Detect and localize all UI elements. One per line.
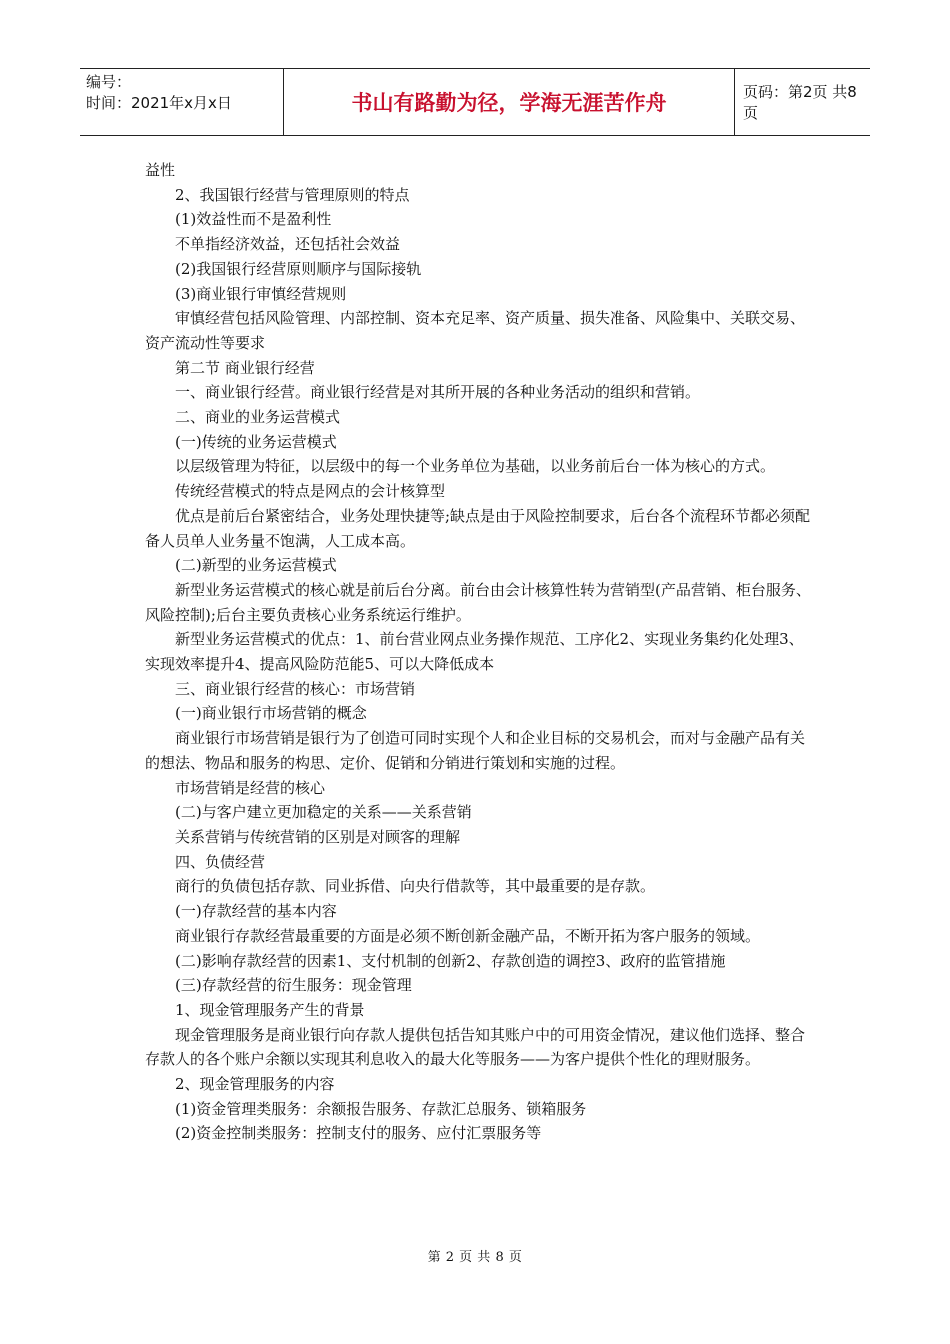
body-paragraph: 商行的负债包括存款、同业拆借、向央行借款等，其中最重要的是存款。 xyxy=(175,877,656,896)
body-paragraph: 以层级管理为特征，以层级中的每一个业务单位为基础，以业务前后台一体为核心的方式。 xyxy=(175,457,776,476)
document-date-label: 时间：2021年x月x日 xyxy=(86,94,232,112)
body-paragraph: (1)资金管理类服务：余额报告服务、存款汇总服务、锁箱服务 xyxy=(175,1099,587,1118)
document-body xyxy=(145,158,813,1146)
body-paragraph: 2、现金管理服务的内容 xyxy=(175,1075,335,1094)
body-paragraph: (一)商业银行市场营销的概念 xyxy=(175,704,367,723)
body-paragraph: (三)存款经营的衍生服务：现金管理 xyxy=(175,976,412,995)
body-paragraph: 不单指经济效益，还包括社会效益 xyxy=(175,235,401,254)
body-paragraph: (二)与客户建立更加稳定的关系——关系营销 xyxy=(175,803,472,822)
header-meta xyxy=(80,69,283,135)
body-paragraph: (3)商业银行审慎经营规则 xyxy=(175,284,347,303)
body-paragraph: (二)新型的业务运营模式 xyxy=(175,556,337,575)
body-paragraph: 商业银行存款经营最重要的方面是必须不断创新金融产品，不断开拓为客户服务的领域。 xyxy=(175,926,761,945)
page-footer: 第 2 页 共 8 页 xyxy=(427,1250,523,1265)
body-paragraph: (1)效益性而不是盈利性 xyxy=(175,210,332,229)
body-paragraph: 二、商业的业务运营模式 xyxy=(175,408,341,427)
body-paragraph: 四、负债经营 xyxy=(175,852,266,871)
page-header xyxy=(80,68,870,136)
body-paragraph: (一)存款经营的基本内容 xyxy=(175,902,337,921)
body-paragraph: 一、商业银行经营。商业银行经营是对其所开展的各种业务活动的组织和营销。 xyxy=(175,383,701,402)
body-paragraph: 传统经营模式的特点是网点的会计核算型 xyxy=(175,482,446,501)
body-paragraph: (2)资金控制类服务：控制支付的服务、应付汇票服务等 xyxy=(175,1124,542,1143)
header-motto: 书山有路勤为径，学海无涯苦作舟 xyxy=(283,69,735,135)
body-paragraph: 现金管理服务是商业银行向存款人提供包括告知其账户中的可用资金情况，建议他们选择、整合存款人的各个账户余额以实现其利息收入的最大化等服务——为客户提供个性化的理财服务。 xyxy=(145,1025,806,1069)
body-paragraph: 优点是前后台紧密结合，业务处理快捷等;缺点是由于风险控制要求，后台各个流程环节都必须配备人员单人业务量不饱满，人工成本高。 xyxy=(145,506,811,550)
body-paragraph: (一)传统的业务运营模式 xyxy=(175,432,337,451)
body-paragraph: (二)影响存款经营的因素1、支付机制的创新2、存款创造的调控3、政府的监管措施 xyxy=(175,951,726,970)
body-paragraph: 新型业务运营模式的核心就是前后台分离。前台由会计核算性转为营销型(产品营销、柜台服务、风险控制);后台主要负责核心业务系统运行维护。 xyxy=(145,580,811,624)
body-paragraph: 第二节 商业银行经营 xyxy=(175,358,315,377)
body-paragraph: (2)我国银行经营原则顺序与国际接轨 xyxy=(175,259,422,278)
document-number-label: 编号： xyxy=(86,73,132,91)
body-paragraph: 三、商业银行经营的核心：市场营销 xyxy=(175,679,416,698)
body-paragraph: 1、现金管理服务产生的背景 xyxy=(175,1000,365,1019)
body-paragraph: 商业银行市场营销是银行为了创造可同时实现个人和企业目标的交易机会，而对与金融产品有关的想法、物品和服务的构思、定价、促销和分销进行策划和实施的过程。 xyxy=(145,729,806,772)
body-paragraph: 新型业务运营模式的优点：1、前台营业网点业务操作规范、工序化2、实现业务集约化处理3、实现效率提升4、提高风险防范能5、可以大降低成本 xyxy=(145,630,804,674)
body-paragraph: 关系营销与传统营销的区别是对顾客的理解 xyxy=(175,827,461,846)
body-paragraph: 市场营销是经营的核心 xyxy=(175,778,326,797)
body-paragraph: 益性 xyxy=(145,161,176,179)
header-page-info: 页码：第2页 共8页 xyxy=(743,83,857,122)
body-paragraph: 2、我国银行经营与管理原则的特点 xyxy=(175,185,410,204)
body-paragraph: 审慎经营包括风险管理、内部控制、资本充足率、资产质量、损失准备、风险集中、关联交易、资产流动性等要求 xyxy=(145,309,806,352)
